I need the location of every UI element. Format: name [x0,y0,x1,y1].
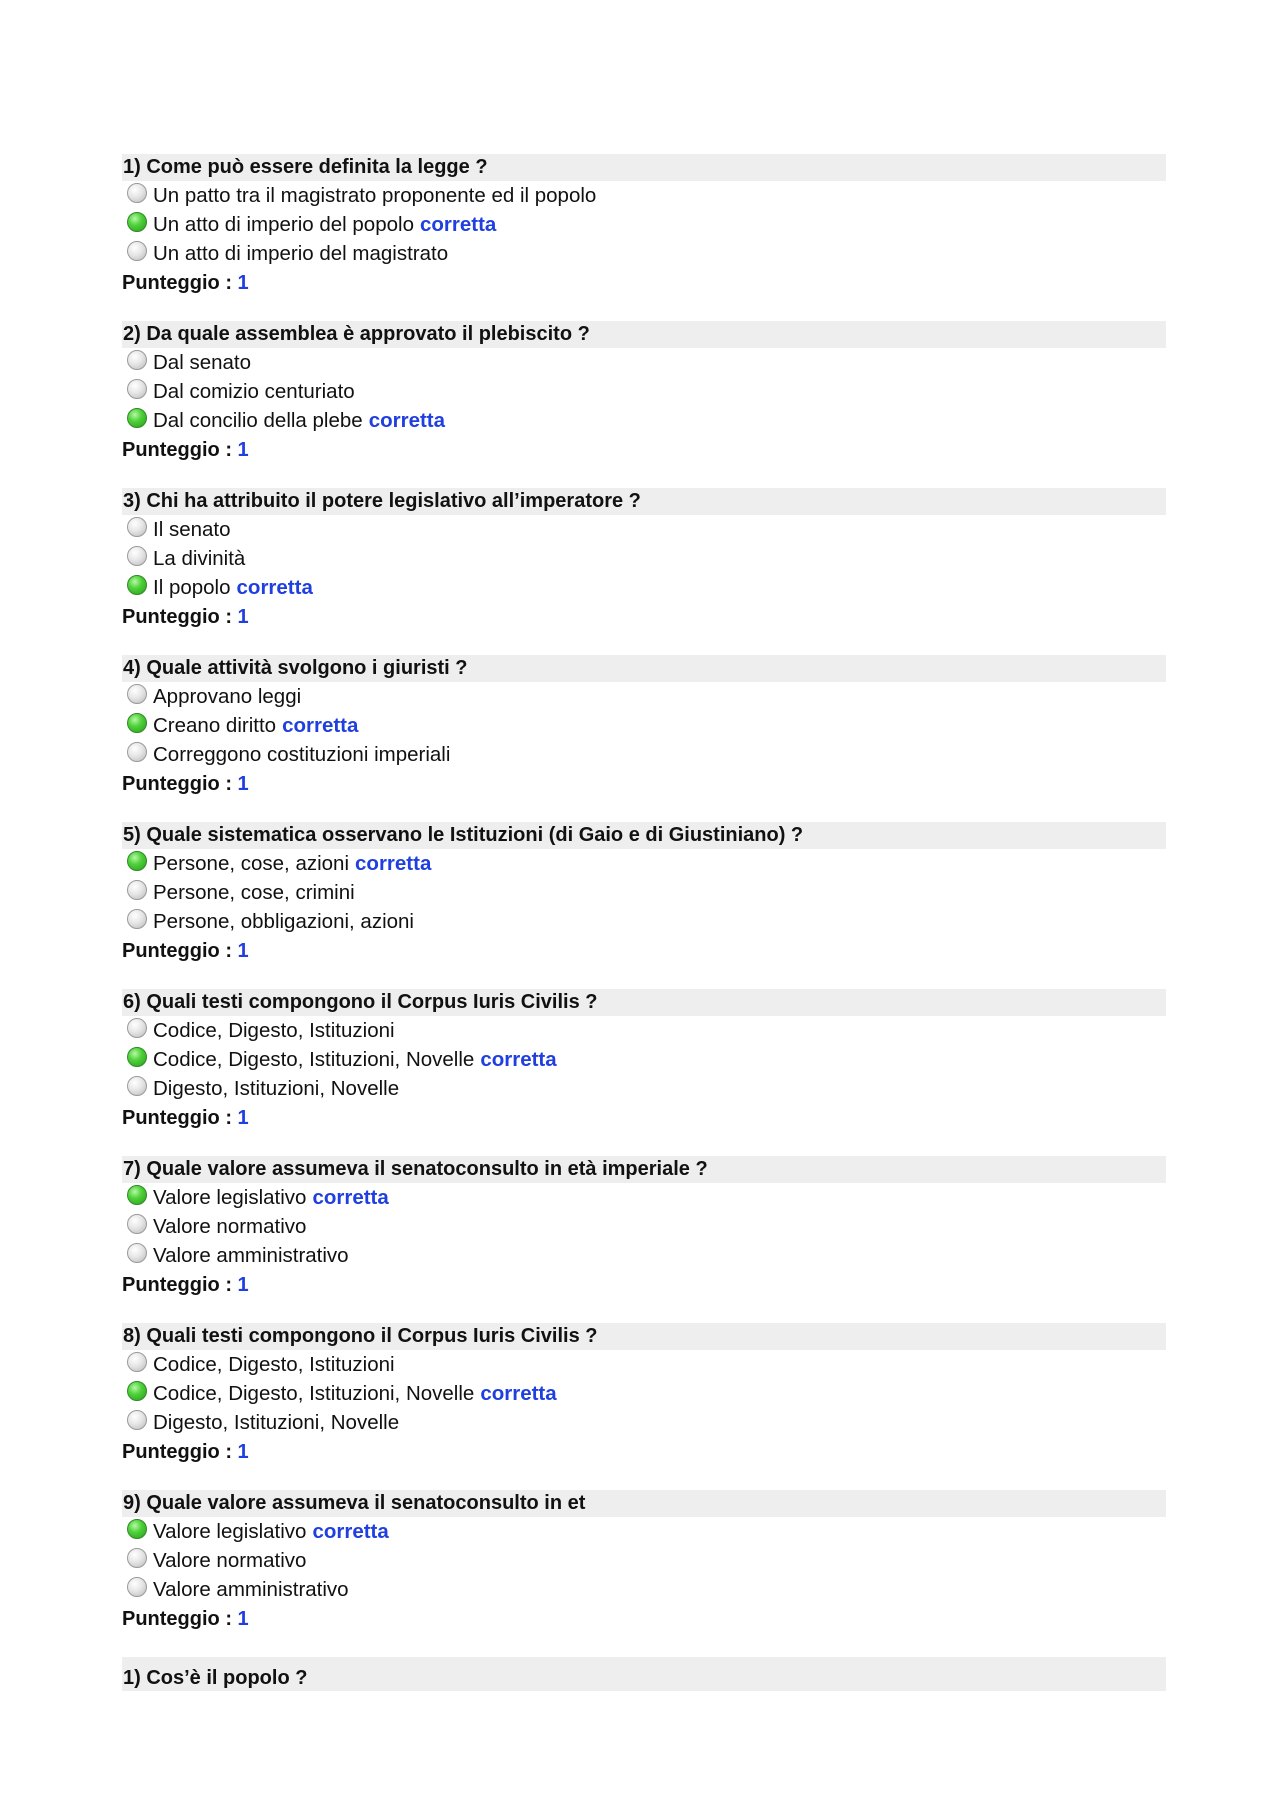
radio-unselected-icon[interactable] [127,546,147,566]
radio-unselected-icon[interactable] [127,1214,147,1234]
score-label: Punteggio : [122,940,232,962]
radio-selected-icon[interactable] [127,1185,147,1205]
score-label: Punteggio : [122,439,232,461]
score-value: 1 [237,940,249,962]
answer-option[interactable] [122,1350,1166,1379]
question-block [122,154,1166,298]
score-label: Punteggio : [122,606,232,628]
question-block [122,488,1166,632]
question-block [122,1156,1166,1300]
answer-options [122,1016,1166,1103]
radio-unselected-icon[interactable] [127,880,147,900]
score-label: Punteggio : [122,1608,232,1630]
question-block [122,822,1166,966]
radio-selected-icon[interactable] [127,408,147,428]
answer-options [122,181,1166,268]
score-label: Punteggio : [122,1107,232,1129]
radio-unselected-icon[interactable] [127,379,147,399]
answer-option[interactable] [122,740,1166,769]
score-line [122,1604,1166,1634]
answer-option[interactable] [122,1183,1166,1212]
score-line [122,1103,1166,1133]
answer-text: Digesto, Istituzioni, Novelle [153,1410,400,1434]
answer-text: Approvano leggi [153,684,302,708]
radio-selected-icon[interactable] [127,1047,147,1067]
radio-unselected-icon[interactable] [127,1548,147,1568]
answer-text: Digesto, Istituzioni, Novelle [153,1076,400,1100]
question-title: 1) Come può essere definita la legge ? [122,154,1166,181]
answer-text: Dal concilio della plebe [153,408,363,432]
answer-option[interactable] [122,878,1166,907]
radio-unselected-icon[interactable] [127,1243,147,1263]
answer-option[interactable] [122,682,1166,711]
answer-option[interactable] [122,1241,1166,1270]
answer-option[interactable] [122,377,1166,406]
score-line [122,769,1166,799]
answer-option[interactable] [122,573,1166,602]
answer-option[interactable] [122,1045,1166,1074]
answer-option[interactable] [122,1016,1166,1045]
answer-option[interactable] [122,1408,1166,1437]
correct-label: corretta [480,1047,557,1071]
question-title: 2) Da quale assemblea è approvato il plebiscito ? [122,321,1166,348]
score-value: 1 [237,773,249,795]
answer-text: Valore amministrativo [153,1577,349,1601]
radio-selected-icon[interactable] [127,1381,147,1401]
answer-text: Valore amministrativo [153,1243,349,1267]
answer-option[interactable] [122,1517,1166,1546]
score-label: Punteggio : [122,1441,232,1463]
score-line [122,268,1166,298]
correct-label: corretta [282,713,359,737]
answer-option[interactable] [122,1379,1166,1408]
answer-options [122,515,1166,602]
radio-selected-icon[interactable] [127,575,147,595]
correct-label: corretta [355,851,432,875]
answer-option[interactable] [122,181,1166,210]
answer-option[interactable] [122,348,1166,377]
answer-text: Dal comizio centuriato [153,379,355,403]
radio-unselected-icon[interactable] [127,517,147,537]
answer-text: Persone, cose, azioni [153,851,350,875]
score-line [122,602,1166,632]
answer-option[interactable] [122,239,1166,268]
radio-unselected-icon[interactable] [127,909,147,929]
question-title: 3) Chi ha attribuito il potere legislativo all’imperatore ? [122,488,1166,515]
answer-text: Codice, Digesto, Istituzioni, Novelle [153,1381,475,1405]
question-title: 9) Quale valore assumeva il senatoconsulto in et [122,1490,1166,1517]
score-value: 1 [237,1107,249,1129]
answer-options [122,1517,1166,1604]
question-title: 4) Quale attività svolgono i giuristi ? [122,655,1166,682]
answer-option[interactable] [122,1212,1166,1241]
answer-option[interactable] [122,406,1166,435]
score-label: Punteggio : [122,272,232,294]
answer-options [122,849,1166,936]
answer-option[interactable] [122,1575,1166,1604]
answer-text: Codice, Digesto, Istituzioni, Novelle [153,1047,475,1071]
radio-unselected-icon[interactable] [127,1410,147,1430]
answer-options [122,682,1166,769]
question-block [122,321,1166,465]
answer-text: Correggono costituzioni imperiali [153,742,451,766]
radio-unselected-icon[interactable] [127,1076,147,1096]
answer-option[interactable] [122,515,1166,544]
question-block [122,1323,1166,1467]
question-block [122,989,1166,1133]
correct-label: corretta [312,1185,389,1209]
score-line [122,936,1166,966]
correct-label: corretta [480,1381,557,1405]
question-title: 5) Quale sistematica osservano le Istituzioni (di Gaio e di Giustiniano) ? [122,822,1166,849]
answer-text: Un patto tra il magistrato proponente ed il popolo [153,183,597,207]
question-block [122,655,1166,799]
answer-option[interactable] [122,711,1166,740]
correct-label: corretta [368,408,446,432]
score-line [122,1270,1166,1300]
answer-option[interactable] [122,1546,1166,1575]
answer-text: Il senato [153,517,231,541]
score-value: 1 [237,606,249,628]
answer-text: Creano diritto [153,713,277,737]
radio-selected-icon[interactable] [127,212,147,232]
question-title: 7) Quale valore assumeva il senatoconsulto in età imperiale ? [122,1156,1166,1183]
radio-unselected-icon[interactable] [127,1577,147,1597]
radio-unselected-icon[interactable] [127,742,147,762]
score-value: 1 [237,272,249,294]
correct-label: corretta [312,1519,389,1543]
answer-option[interactable] [122,849,1166,878]
radio-unselected-icon[interactable] [127,684,147,704]
score-label: Punteggio : [122,1274,232,1296]
question-title: 6) Quali testi compongono il Corpus Iuris Civilis ? [122,989,1166,1016]
answer-text: Persone, cose, crimini [153,880,355,904]
quiz-document [122,154,1166,1714]
radio-selected-icon[interactable] [127,851,147,871]
answer-options [122,1183,1166,1270]
radio-unselected-icon[interactable] [127,183,147,203]
answer-text: Codice, Digesto, Istituzioni [153,1352,395,1376]
answer-text: Un atto di imperio del popolo [153,212,414,236]
score-label: Punteggio : [122,773,232,795]
answer-text: Il popolo [153,575,231,599]
answer-text: La divinità [153,546,246,570]
answer-text: Un atto di imperio del magistrato [153,241,449,265]
answer-text: Valore legislativo [153,1185,307,1209]
score-value: 1 [237,1274,249,1296]
trailing-question [122,1657,1166,1691]
radio-unselected-icon[interactable] [127,1018,147,1038]
score-value: 1 [237,1608,249,1630]
answer-option[interactable] [122,1074,1166,1103]
answer-options [122,1350,1166,1437]
correct-label: corretta [236,575,313,599]
answer-text: Valore legislativo [153,1519,307,1543]
radio-unselected-icon[interactable] [127,241,147,261]
score-value: 1 [237,1441,249,1463]
answer-option[interactable] [122,210,1166,239]
answer-text: Codice, Digesto, Istituzioni [153,1018,395,1042]
correct-label: corretta [419,212,497,236]
answer-text: Dal senato [153,350,252,374]
radio-selected-icon[interactable] [127,1519,147,1539]
question-list [122,154,1166,1634]
answer-options [122,348,1166,435]
answer-option[interactable] [122,907,1166,936]
question-title: 1) Cos’è il popolo ? [122,1657,1166,1691]
answer-text: Valore normativo [153,1548,307,1572]
answer-text: Valore normativo [153,1214,307,1238]
score-line [122,435,1166,465]
answer-option[interactable] [122,544,1166,573]
question-title: 8) Quali testi compongono il Corpus Iuris Civilis ? [122,1323,1166,1350]
radio-selected-icon[interactable] [127,713,147,733]
question-block [122,1490,1166,1634]
score-value: 1 [237,439,249,461]
score-line [122,1437,1166,1467]
radio-unselected-icon[interactable] [127,350,147,370]
radio-unselected-icon[interactable] [127,1352,147,1372]
answer-text: Persone, obbligazioni, azioni [153,909,414,933]
